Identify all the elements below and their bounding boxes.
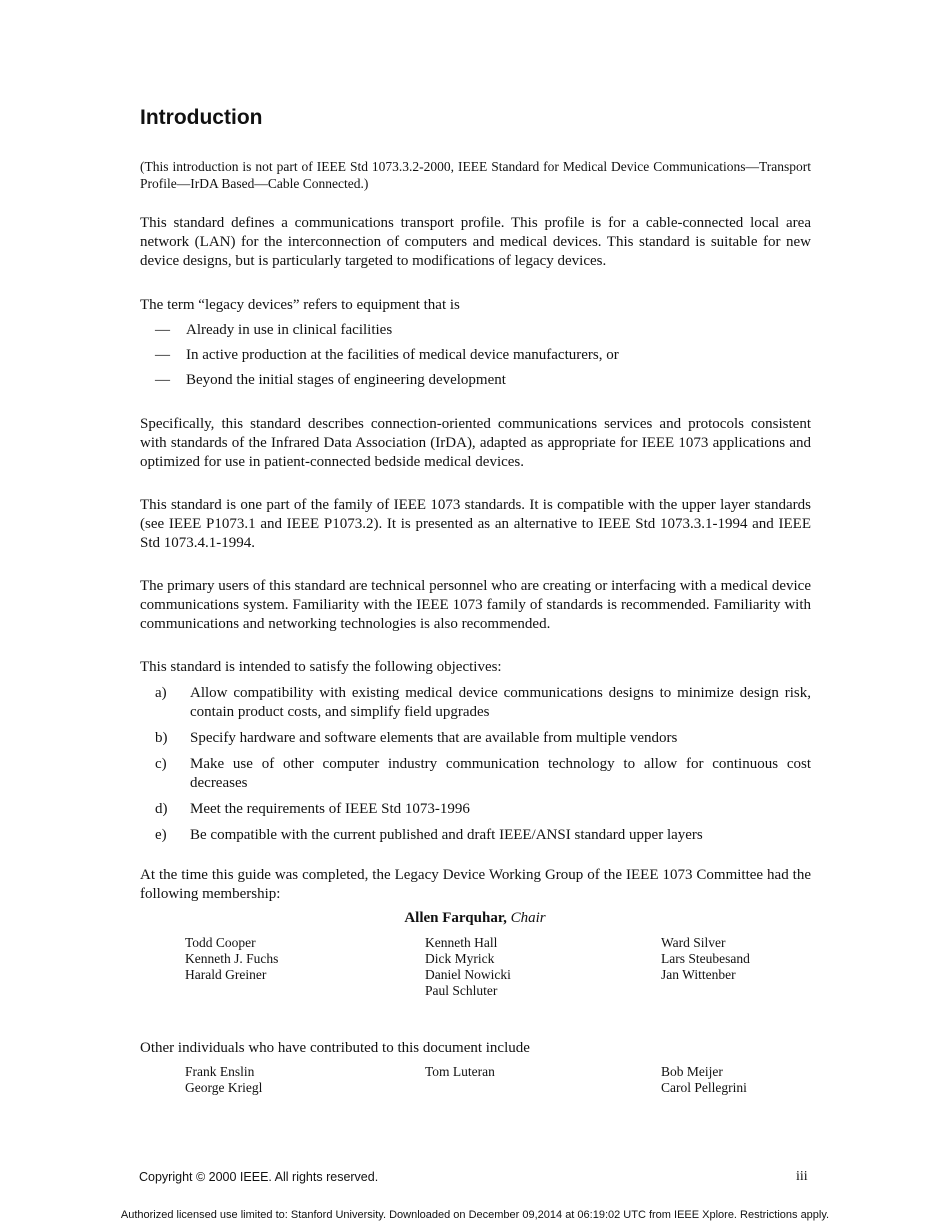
contributor-name: Frank Enslin bbox=[185, 1064, 255, 1079]
members-column-1 bbox=[185, 935, 278, 983]
member-name: Jan Wittenber bbox=[661, 967, 736, 982]
chair-role: Chair bbox=[510, 910, 546, 926]
paragraph-family: This standard is one part of the family of IEEE 1073 standards. It is compatible with the upper layer standards (see IEEE P1073.1 and IEEE P1073.2). It is presented as an alternative to IEEE Std 1073.3.1-1994 and IEEE Std 1073.4.1-1994. bbox=[140, 497, 811, 551]
page-number: iii bbox=[796, 1169, 808, 1184]
list-item bbox=[140, 755, 811, 793]
contributors-column-2 bbox=[425, 1064, 495, 1080]
member-name: Harald Greiner bbox=[185, 967, 267, 982]
legacy-device-list bbox=[140, 321, 811, 396]
list-item-text: Allow compatibility with existing medical device communications designs to minimize design risk, contain product costs, and simplify field upgrades bbox=[190, 685, 811, 720]
list-marker: — bbox=[155, 347, 170, 363]
list-item bbox=[140, 371, 811, 390]
list-item-text: Be compatible with the current published and draft IEEE/ANSI standard upper layers bbox=[190, 827, 703, 843]
members-column-2 bbox=[425, 935, 511, 999]
list-item-text: Make use of other computer industry communication technology to allow for continuous cost decreases bbox=[190, 756, 811, 791]
contributors-column-3 bbox=[661, 1064, 747, 1096]
list-item bbox=[140, 321, 811, 340]
list-item bbox=[140, 800, 811, 819]
list-item-text: Specify hardware and software elements that are available from multiple vendors bbox=[190, 730, 678, 746]
member-name: Ward Silver bbox=[661, 935, 726, 950]
intro-note: (This introduction is not part of IEEE Std 1073.3.2-2000, IEEE Standard for Medical Device Communications—Transport Profile—IrDA Based—Cable Connected.) bbox=[140, 159, 811, 191]
list-marker: — bbox=[155, 322, 170, 338]
objectives-list bbox=[140, 684, 811, 852]
contributor-name: George Kriegl bbox=[185, 1080, 263, 1095]
list-item bbox=[140, 729, 811, 748]
list-item bbox=[140, 826, 811, 845]
list-item bbox=[140, 346, 811, 365]
legacy-intro: The term “legacy devices” refers to equipment that is bbox=[140, 297, 460, 313]
contributors-column-1 bbox=[185, 1064, 262, 1096]
paragraph-services: Specifically, this standard describes connection-oriented communications services and protocols consistent with standards of the Infrared Data Association (IrDA), adapted as appropriate for IEEE 1073 applications and optimized for use in patient-connected bedside medical devices. bbox=[140, 416, 811, 470]
list-marker: — bbox=[155, 372, 170, 388]
list-item-text: Beyond the initial stages of engineering development bbox=[186, 372, 506, 388]
list-marker: b) bbox=[155, 730, 168, 746]
membership-intro: At the time this guide was completed, the Legacy Device Working Group of the IEEE 1073 Committee had the following membership: bbox=[140, 867, 811, 902]
list-item-text: Meet the requirements of IEEE Std 1073-1996 bbox=[190, 801, 470, 817]
contributor-name: Bob Meijer bbox=[661, 1064, 723, 1079]
members-column-3 bbox=[661, 935, 750, 983]
member-name: Dick Myrick bbox=[425, 951, 495, 966]
list-item-text: In active production at the facilities of medical device manufacturers, or bbox=[186, 347, 619, 363]
member-name: Kenneth J. Fuchs bbox=[185, 951, 279, 966]
list-item bbox=[140, 684, 811, 722]
member-name: Daniel Nowicki bbox=[425, 967, 511, 982]
license-notice: Authorized licensed use limited to: Stanford University. Downloaded on December 09,2014 at 06:19:02 UTC from IEEE Xplore. Restrictions apply. bbox=[120, 1209, 830, 1221]
member-name: Lars Steubesand bbox=[661, 951, 750, 966]
list-marker: a) bbox=[155, 685, 167, 701]
contributor-name: Tom Luteran bbox=[425, 1064, 495, 1079]
contributor-name: Carol Pellegrini bbox=[661, 1080, 747, 1095]
list-item-text: Already in use in clinical facilities bbox=[186, 322, 393, 338]
list-marker: c) bbox=[155, 756, 167, 772]
list-marker: d) bbox=[155, 801, 168, 817]
list-marker: e) bbox=[155, 827, 167, 843]
footer-copyright: Copyright © 2000 IEEE. All rights reserved. bbox=[139, 1170, 379, 1184]
contributors-intro: Other individuals who have contributed to this document include bbox=[140, 1040, 530, 1056]
chair-name: Allen Farquhar, bbox=[404, 910, 507, 926]
member-name: Todd Cooper bbox=[185, 935, 256, 950]
objectives-intro: This standard is intended to satisfy the following objectives: bbox=[140, 659, 502, 675]
page-title: Introduction bbox=[140, 106, 263, 129]
member-name: Kenneth Hall bbox=[425, 935, 498, 950]
paragraph-users: The primary users of this standard are technical personnel who are creating or interfacing with a medical device communications system. Familiarity with the IEEE 1073 family of standards is recommended. Familiarity with communications and networking technologies is also recommended. bbox=[140, 578, 811, 632]
chair-line bbox=[0, 909, 950, 928]
paragraph-scope: This standard defines a communications transport profile. This profile is for a cable-connected local area network (LAN) for the interconnection of computers and medical devices. This standard is suitable for new device designs, but is particularly targeted to modifications of legacy devices. bbox=[140, 215, 811, 269]
member-name: Paul Schluter bbox=[425, 983, 498, 998]
